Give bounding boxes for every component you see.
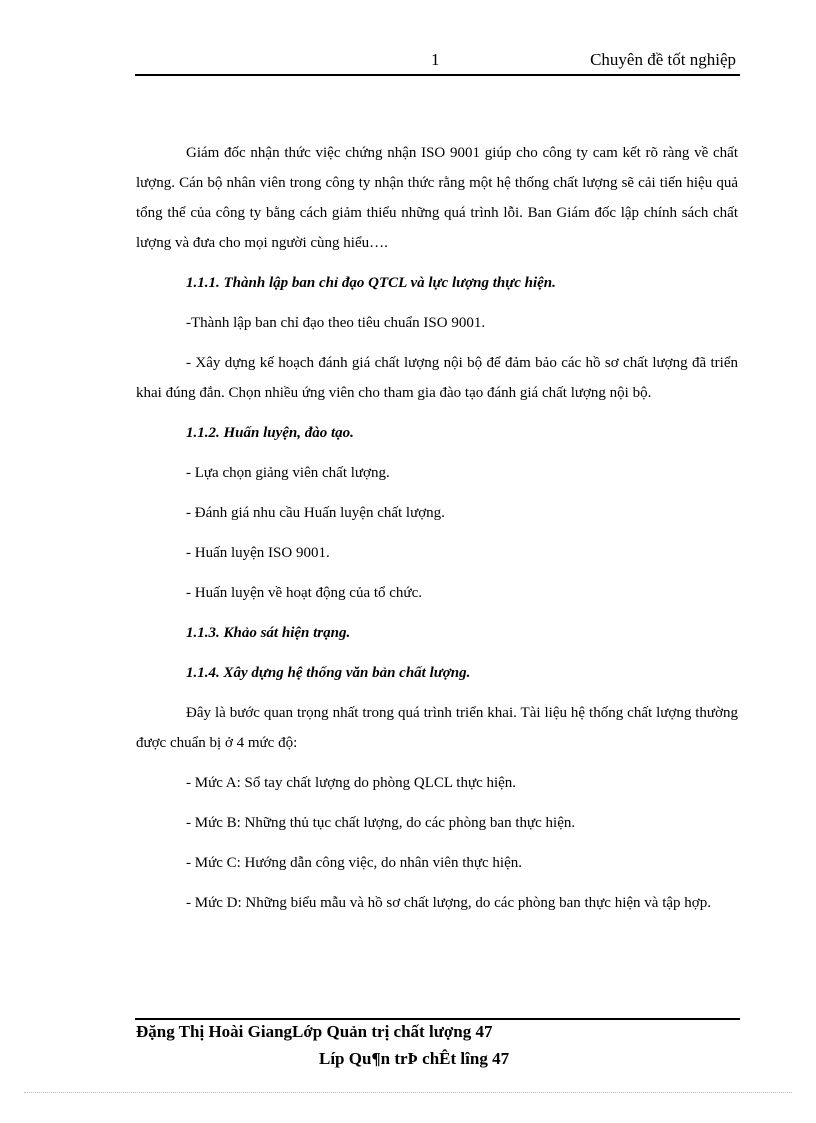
list-item: - Mức B: Những thủ tục chất lượng, do các phòng ban thực hiện. xyxy=(186,815,576,831)
page-header xyxy=(135,46,740,76)
header-title: Chuyên đề tốt nghiệp xyxy=(590,50,736,69)
paragraph: Đây là bước quan trọng nhất trong quá trình triển khai. Tài liệu hệ thống chất lượng thường được chuẩn bị ở 4 mức độ: xyxy=(136,705,738,751)
list-item: - Huấn luyện ISO 9001. xyxy=(186,545,330,561)
paragraph: -Thành lập ban chỉ đạo theo tiêu chuẩn ISO 9001. xyxy=(186,315,486,331)
paragraph: - Xây dựng kế hoạch đánh giá chất lượng nội bộ để đảm bảo các hồ sơ chất lượng đã triển khai đúng đắn. Chọn nhiều ứng viên cho tham gia đào tạo đánh giá chất lượng nội bộ. xyxy=(136,355,738,401)
list-item: - Huấn luyện về hoạt động của tổ chức. xyxy=(186,585,422,601)
list-item: - Mức D: Những biểu mẫu và hồ sơ chất lượng, do các phòng ban thực hiện và tập hợp. xyxy=(186,895,711,911)
footer-divider xyxy=(135,1018,740,1020)
footer-class-garbled: Líp Qu¶n trÞ chÊt lîng 47 xyxy=(319,1049,510,1068)
footer-author: Đặng Thị Hoài GiangLớp Quản trị chất lượng 47 xyxy=(136,1022,493,1041)
page-bottom-border xyxy=(24,1092,792,1093)
list-item: - Lựa chọn giảng viên chất lượng. xyxy=(186,465,390,481)
list-item: - Mức C: Hướng dẫn công việc, do nhân viên thực hiện. xyxy=(186,855,522,871)
list-item: - Mức A: Sổ tay chất lượng do phòng QLCL thực hiện. xyxy=(186,775,517,791)
section-heading-1-1-4: 1.1.4. Xây dựng hệ thống văn bản chất lượng. xyxy=(186,665,471,681)
section-heading-1-1-3: 1.1.3. Khảo sát hiện trạng. xyxy=(186,625,351,641)
intro-paragraph: Giám đốc nhận thức việc chứng nhận ISO 9001 giúp cho công ty cam kết rõ ràng về chất lượng. Cán bộ nhân viên trong công ty nhận thức rằng một hệ thống chất lượng sẽ cải tiến hiệu quả tổng thể của công ty bằng cách giảm thiểu những quá trình lỗi. Ban Giám đốc lập chính sách chất lượng và đưa cho mọi người cùng hiểu…. xyxy=(136,145,738,251)
document-body xyxy=(136,138,738,918)
section-heading-1-1-2: 1.1.2. Huấn luyện, đào tạo. xyxy=(186,425,354,441)
section-heading-1-1-1: 1.1.1. Thành lập ban chỉ đạo QTCL và lực lượng thực hiện. xyxy=(186,275,556,291)
page-number: 1 xyxy=(431,50,440,69)
list-item: - Đánh giá nhu cầu Huấn luyện chất lượng. xyxy=(186,505,445,521)
